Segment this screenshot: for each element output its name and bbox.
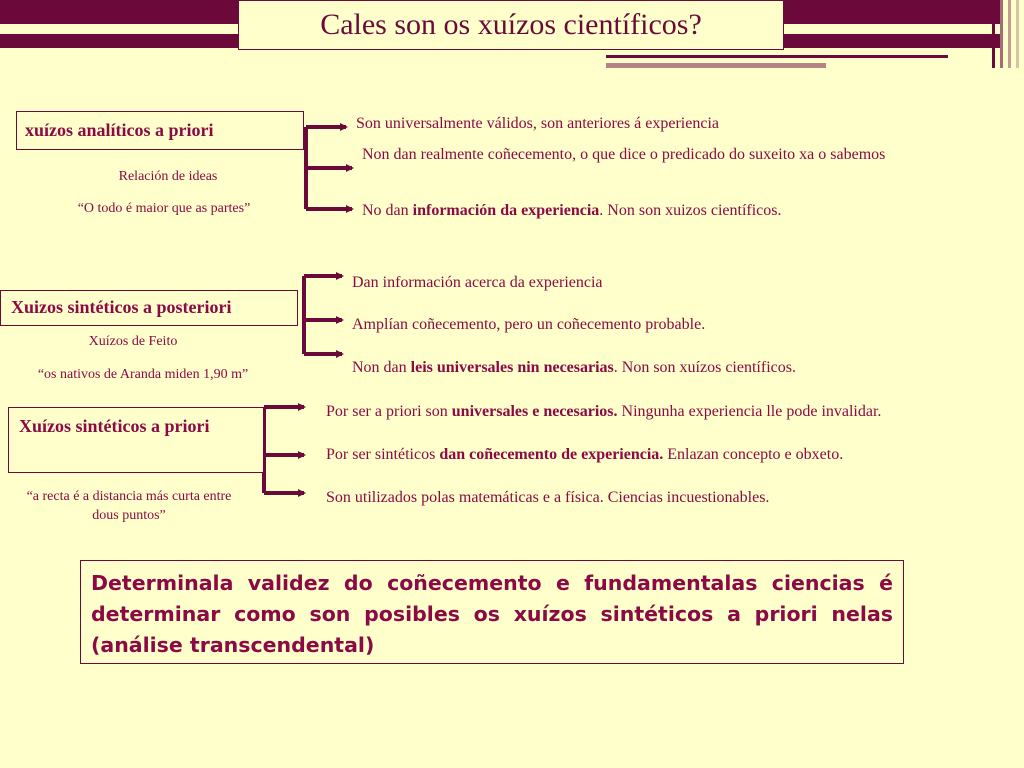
category-synthetic-a-priori: Xuízos sintéticos a priori: [8, 407, 264, 473]
statement-2-3: Non dan leis universales nin necesarias. Non son xuízos científicos.: [352, 359, 796, 376]
statement-1-3: No dan información da experiencia. Non son xuizos científicos.: [362, 202, 782, 219]
statement-1-1: Son universalmente válidos, son anteriores á experiencia: [356, 115, 719, 132]
statement-2-1: Dan información acerca da experiencia: [352, 274, 603, 291]
statement-2-2: Amplían coñecemento, pero un coñecemento probable.: [352, 316, 706, 333]
example-apriori-1: “a recta é a distancia más curta entre dous puntos”: [26, 489, 232, 523]
page-title: Cales son os xuízos científicos?: [238, 0, 784, 50]
statement-3-1: Por ser a priori son universales e necesarios. Ningunha experiencia lle pode invalidar.: [326, 403, 882, 420]
conclusion-box: Determinala validez do coñecemento e fundamentalas ciencias é determinar como son posibles os xuízos sintéticos a priori nelas (análise transcendental): [80, 560, 904, 664]
example-analytic-1: Relación de ideas: [118, 169, 218, 184]
statement-3-2: Por ser sintéticos dan coñecemento de experiencia. Enlazan concepto e obxeto.: [326, 446, 844, 463]
statement-1-2: Non dan realmente coñecemento, o que dice o predicado do suxeito xa o sabemos: [362, 146, 886, 163]
example-analytic-2: “O todo é maior que as partes”: [77, 201, 251, 216]
example-posteriori-1: Xuízos de Feito: [88, 334, 178, 349]
example-posteriori-2: “os nativos de Aranda miden 1,90 m”: [37, 367, 249, 382]
statement-3-3: Son utilizados polas matemáticas e a física. Ciencias incuestionables.: [326, 489, 770, 506]
category-analytic-a-priori: xuízos analíticos a priori: [16, 111, 304, 150]
category-synthetic-a-posteriori: Xuizos sintéticos a posteriori: [0, 290, 298, 326]
